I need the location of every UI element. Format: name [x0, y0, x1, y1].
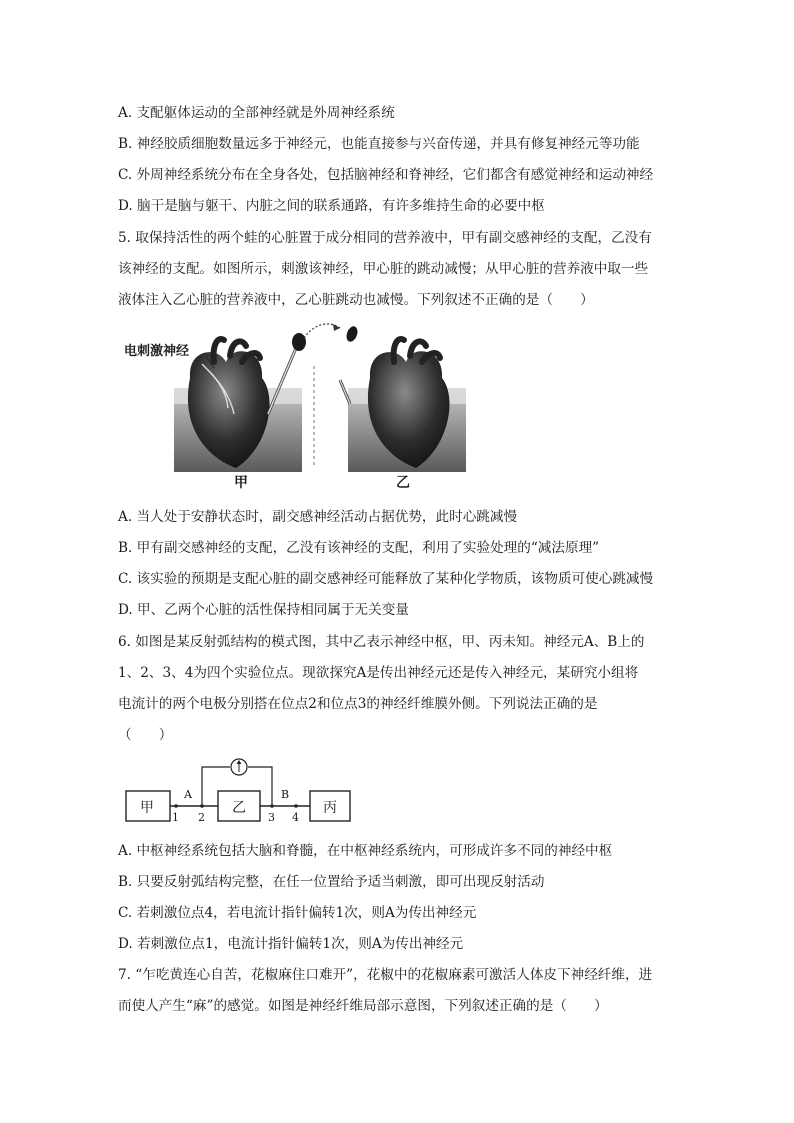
q6-option-b: B. 只要反射弧结构完整，在任一位置给予适当刺激，即可出现反射活动: [118, 874, 545, 890]
heart-experiment-figure: [118, 318, 478, 493]
point-4-label: 4: [292, 811, 299, 824]
q5-stem-line1: 5. 取保持活性的两个蛙的心脏置于成分相同的营养液中，甲有副交感神经的支配，乙没有: [118, 230, 652, 246]
q4-option-a: A. 支配躯体运动的全部神经就是外周神经系统: [118, 105, 395, 121]
stim-nerve-label: 电刺激神经: [124, 344, 190, 359]
q5-option-a: A. 当人处于安静状态时，副交感神经活动占据优势，此时心跳减慢: [118, 509, 518, 525]
box-jia: 甲: [140, 800, 154, 816]
label-neuron-b: B: [281, 788, 290, 801]
box-bing: 丙: [323, 800, 337, 816]
q6-option-d: D. 若刺激位点1，电流计指针偏转1次，则A为传出神经元: [118, 936, 464, 952]
q7-stem-line1: 7. “乍吃黄连心自苦，花椒麻住口难开”，花椒中的花椒麻素可激活人体皮下神经纤维，进: [118, 967, 653, 983]
label-neuron-a: A: [184, 788, 192, 801]
q5-stem-line3: 液体注入乙心脏的营养液中，乙心脏跳动也减慢。下列叙述不正确的是（ ）: [118, 292, 594, 308]
q5-option-b: B. 甲有副交感神经的支配，乙没有该神经的支配，利用了实验处理的“减法原理”: [118, 540, 600, 556]
point-1-label: 1: [172, 811, 179, 824]
heart-jia: [174, 333, 306, 472]
heart-yi-label: 乙: [396, 475, 410, 491]
q6-stem-line3: 电流计的两个电极分别搭在位点2和位点3的神经纤维膜外侧。下列说法正确的是: [118, 696, 598, 712]
q6-option-a: A. 中枢神经系统包括大脑和脊髓，在中枢神经系统内，可形成许多不同的神经中枢: [118, 843, 613, 859]
q5-stem-line2: 该神经的支配。如图所示，刺激该神经，甲心脏的跳动减慢；从甲心脏的营养液中取一些: [118, 261, 649, 277]
q6-stem-line2: 1、2、3、4为四个实验位点。现欲探究A是传出神经元还是传入神经元，某研究小组将: [118, 665, 639, 681]
q6-stem-line4: （ ）: [118, 727, 173, 743]
box-yi: 乙: [232, 800, 246, 816]
heart-yi: [340, 339, 466, 472]
point-3-label: 3: [268, 811, 275, 824]
q5-option-c: C. 该实验的预期是支配心脏的副交感神经可能释放了某种化学物质，该物质可使心跳减慢: [118, 571, 654, 587]
point-2-label: 2: [198, 811, 205, 824]
heart-jia-label: 甲: [234, 475, 248, 491]
q5-option-d: D. 甲、乙两个心脏的活性保持相同属于无关变量: [118, 602, 409, 618]
q6-stem-line1: 6. 如图是某反射弧结构的模式图，其中乙表示神经中枢，甲、丙未知。神经元A、B上的: [118, 634, 645, 650]
q4-option-d: D. 脑干是脑与躯干、内脏之间的联系通路，有许多维持生命的必要中枢: [118, 198, 545, 214]
q6-option-c: C. 若刺激位点4，若电流计指针偏转1次，则A为传出神经元: [118, 905, 477, 921]
q4-option-c: C. 外周神经系统分布在全身各处，包括脑神经和脊神经，它们都含有感觉神经和运动神经: [118, 167, 654, 183]
q7-stem-line2: 而使人产生“麻”的感觉。如图是神经纤维局部示意图，下列叙述正确的是（ ）: [118, 998, 608, 1014]
q4-option-b: B. 神经胶质细胞数量远多于神经元，也能直接参与兴奋传递，并具有修复神经元等功能: [118, 136, 640, 152]
reflex-arc-figure: [118, 755, 358, 827]
